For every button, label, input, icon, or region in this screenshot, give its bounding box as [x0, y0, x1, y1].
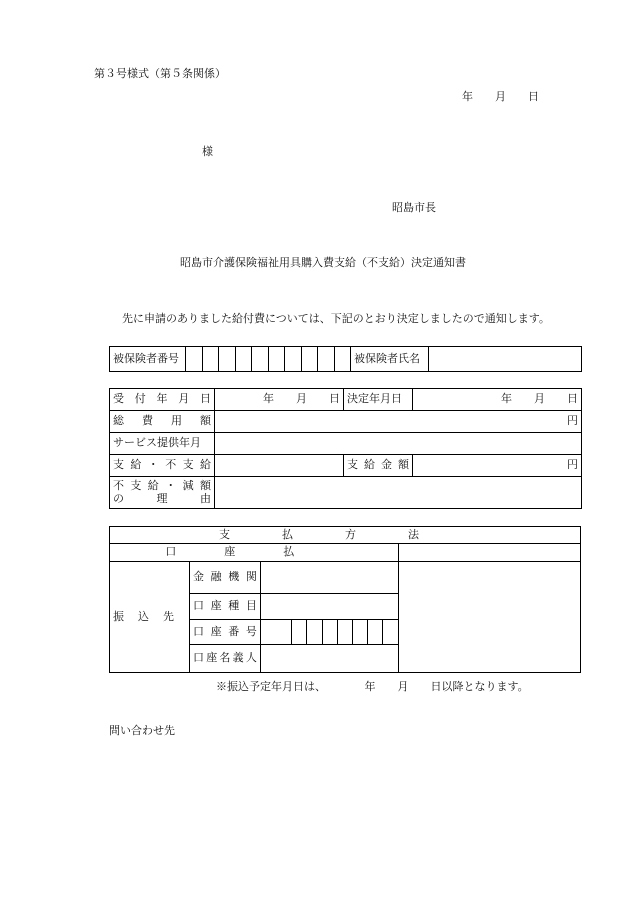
account-number-box[interactable] — [352, 620, 367, 645]
transfer-note: ※振込予定年月日は、 年 月 日以降となります。 — [216, 680, 529, 693]
addressee-suffix: 様 — [202, 145, 213, 158]
account-number-label: 口座番号 — [189, 620, 260, 645]
document-title: 昭島市介護保険福祉用具購入費支給（不支給）決定通知書 — [180, 256, 466, 269]
insured-name-label: 被保険者氏名 — [351, 347, 429, 372]
account-number-lead-cell[interactable] — [260, 620, 291, 645]
account-holder-field[interactable] — [260, 645, 398, 673]
account-number-box[interactable] — [368, 620, 383, 645]
insured-number-box[interactable] — [202, 347, 219, 372]
payment-amount-field[interactable]: 円 — [413, 455, 582, 477]
transfer-to-label — [110, 562, 190, 673]
bank-label: 金融機関 — [189, 562, 260, 594]
account-number-box[interactable] — [322, 620, 337, 645]
account-type-field[interactable] — [260, 594, 398, 620]
account-number-box[interactable] — [337, 620, 352, 645]
issuer: 昭島市長 — [392, 201, 436, 214]
bank-field[interactable] — [260, 562, 398, 594]
insured-name-field[interactable] — [429, 347, 582, 372]
insured-number-box[interactable] — [252, 347, 269, 372]
intro-text: 先に申請のありました給付費については、下記のとおり決定しましたので通知します。 — [122, 312, 550, 325]
payment-method-table — [109, 526, 581, 673]
reason-label-line-2: の理由 — [113, 491, 211, 505]
insured-number-box[interactable] — [318, 347, 335, 372]
service-month-label: サービス提供年月 — [110, 433, 215, 455]
insured-number-label: 被保険者番号 — [110, 347, 186, 372]
contact-label: 問い合わせ先 — [109, 724, 175, 737]
reason-field[interactable] — [215, 477, 582, 509]
decision-date-label: 決定年月日 — [344, 389, 413, 411]
payment-amount-label: 支給金額 — [344, 455, 413, 477]
service-month-field[interactable] — [215, 433, 582, 455]
transfer-to-text: 振込先 — [113, 609, 188, 623]
payment-method-header — [110, 527, 581, 544]
account-number-box[interactable] — [307, 620, 322, 645]
receipt-date-field[interactable]: 年 月 日 — [215, 389, 344, 411]
other-payment-header[interactable] — [398, 544, 580, 562]
account-number-box[interactable] — [292, 620, 307, 645]
form-number: 第３号様式（第５条関係） — [94, 67, 226, 80]
insured-number-box[interactable] — [285, 347, 302, 372]
account-number-box[interactable] — [383, 620, 398, 645]
other-payment-field[interactable] — [398, 562, 580, 673]
insured-number-box[interactable] — [301, 347, 318, 372]
decision-table — [109, 388, 582, 509]
payment-method-header-text: 支払方法 — [219, 527, 471, 541]
insured-number-box[interactable] — [186, 347, 203, 372]
reason-label — [110, 477, 215, 509]
payment-status-field[interactable] — [215, 455, 344, 477]
total-cost-field[interactable]: 円 — [215, 411, 582, 433]
account-type-label: 口座種目 — [189, 594, 260, 620]
date-line: 年 月 日 — [462, 90, 539, 103]
account-holder-label: 口座名義人 — [189, 645, 260, 673]
insured-number-box[interactable] — [334, 347, 351, 372]
reason-label-line-1: 不支給・減額 — [113, 478, 211, 492]
payment-status-label: 支給・不支給 — [110, 455, 215, 477]
total-cost-label: 総費用額 — [110, 411, 215, 433]
receipt-date-label: 受付年月日 — [110, 389, 215, 411]
insured-number-box[interactable] — [235, 347, 252, 372]
account-transfer-text: 口座払 — [165, 545, 343, 559]
insured-number-box[interactable] — [268, 347, 285, 372]
insured-table — [109, 346, 582, 372]
insured-number-box[interactable] — [219, 347, 236, 372]
account-transfer-header — [110, 544, 399, 562]
decision-date-field[interactable]: 年 月 日 — [413, 389, 582, 411]
